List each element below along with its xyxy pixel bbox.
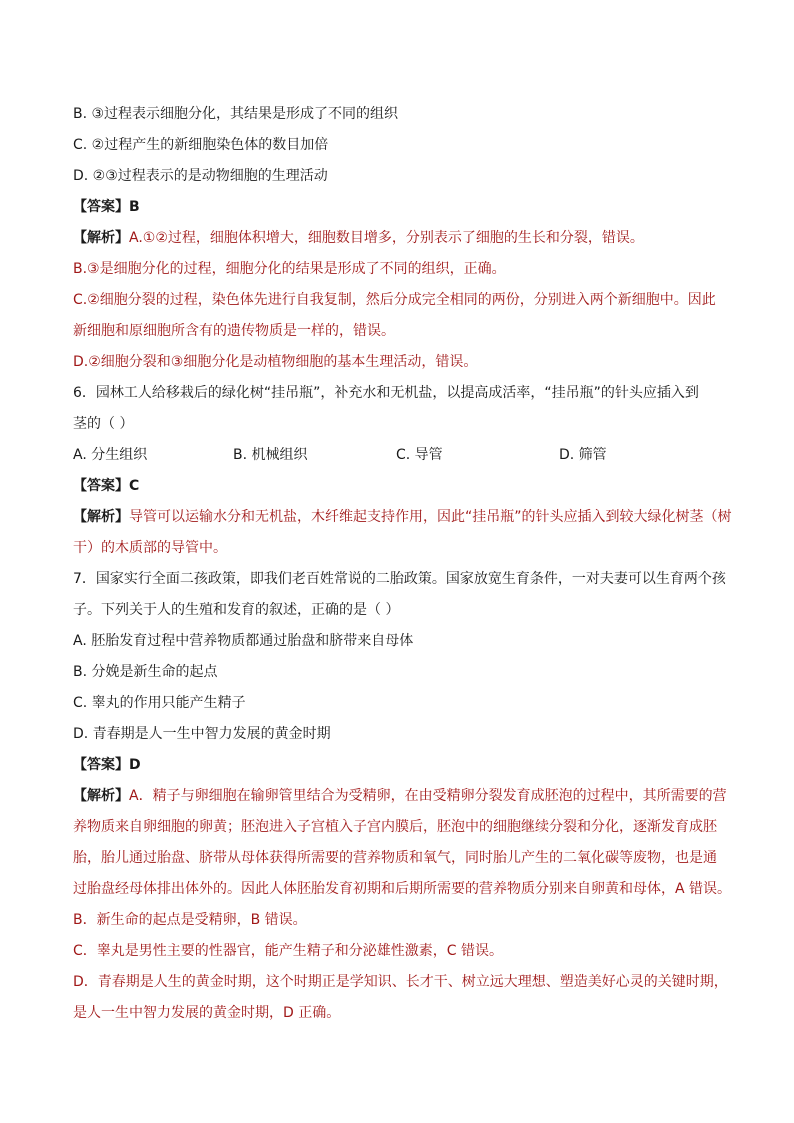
q7-analysis-line: 胎，胎儿通过胎盘、脐带从母体获得所需要的营养物质和氧气，同时胎儿产生的二氧化碳等废物，也是通 [73,850,717,866]
q5-option-b: B. ③过程表示细胞分化，其结果是形成了不同的组织 [73,106,399,122]
q5-option-d: D. ②③过程表示的是动物细胞的生理活动 [73,168,328,184]
q6-option-d: D. 筛管 [559,447,607,463]
q6-analysis-line [73,502,732,533]
q7-analysis-line [73,781,727,812]
q7-option-d: D. 青春期是人一生中智力发展的黄金时期 [73,726,331,742]
q5-analysis-line: 新细胞和原细胞所含有的遗传物质是一样的，错误。 [73,323,395,339]
q7-stem-line: 7．国家实行全面二孩政策，即我们老百姓常说的二胎政策。国家放宽生育条件，一对夫妻可以生育两个孩 [73,571,726,587]
analysis-tag: 【解析】 [73,230,129,246]
q5-analysis-line: C.②细胞分裂的过程，染色体先进行自我复制，然后分成完全相同的两份，分别进入两个新细胞中。因此 [73,292,716,308]
analysis-text: A．精子与卵细胞在输卵管里结合为受精卵，在由受精卵分裂发育成胚泡的过程中，其所需要的营 [129,788,727,804]
q5-analysis-line [73,223,723,254]
q5-answer [73,192,723,223]
analysis-tag: 【解析】 [73,788,129,804]
q7-analysis-line: C．睾丸是男性主要的性器官，能产生精子和分泌雄性激素，C 错误。 [73,943,503,959]
analysis-text: A.①②过程，细胞体积增大，细胞数目增多，分别表示了细胞的生长和分裂，错误。 [129,230,644,246]
q6-stem-line: 6．园林工人给移栽后的绿化树“挂吊瓶”，补充水和无机盐，以提高成活率，“挂吊瓶”的针头应插入到 [73,385,699,401]
answer-value: B [129,199,140,215]
q7-option-c: C. 睾丸的作用只能产生精子 [73,695,246,711]
q7-option-b: B. 分娩是新生命的起点 [73,664,218,680]
q6-option-a: A. 分生组织 [73,447,148,463]
q7-analysis-line: 过胎盘经母体排出体外的。因此人体胚胎发育初期和后期所需要的营养物质分别来自卵黄和母体，A 错误。 [73,881,732,897]
answer-tag: 【答案】 [73,199,129,215]
q5-analysis-line: D.②细胞分裂和③细胞分化是动植物细胞的基本生理活动，错误。 [73,354,478,370]
q6-options [73,440,723,471]
analysis-text: 导管可以运输水分和无机盐，木纤维起支持作用，因此“挂吊瓶”的针头应插入到较大绿化树茎（树 [129,509,732,525]
q6-stem-line: 茎的（ ） [73,416,134,432]
q7-analysis-line: 养物质来自卵细胞的卵黄；胚泡进入子宫植入子宫内膜后，胚泡中的细胞继续分裂和分化，逐渐发育成胚 [73,819,717,835]
q7-stem-line: 子。下列关于人的生殖和发育的叙述，正确的是（ ） [73,602,400,618]
answer-tag: 【答案】 [73,757,129,773]
q7-analysis-line: D．青春期是人生的黄金时期，这个时期正是学知识、长才干、树立远大理想、塑造美好心灵的关键时期， [73,974,728,990]
q5-option-c: C. ②过程产生的新细胞染色体的数目加倍 [73,137,329,153]
document-content [73,99,732,1029]
analysis-tag: 【解析】 [73,509,129,525]
q7-analysis-line: B．新生命的起点是受精卵，B 错误。 [73,912,307,928]
q7-analysis-line: 是人一生中智力发展的黄金时期，D 正确。 [73,1005,341,1021]
answer-tag: 【答案】 [73,478,129,494]
q7-option-a: A. 胚胎发育过程中营养物质都通过胎盘和脐带来自母体 [73,633,414,649]
answer-value: C [129,478,140,494]
q5-analysis-line: B.③是细胞分化的过程，细胞分化的结果是形成了不同的组织，正确。 [73,261,506,277]
q6-answer [73,471,723,502]
answer-value: D [129,757,141,773]
q6-analysis-line: 干）的木质部的导管中。 [73,540,227,556]
q6-option-b: B. 机械组织 [233,447,308,463]
q7-answer [73,750,723,781]
q6-option-c: C. 导管 [396,447,443,463]
